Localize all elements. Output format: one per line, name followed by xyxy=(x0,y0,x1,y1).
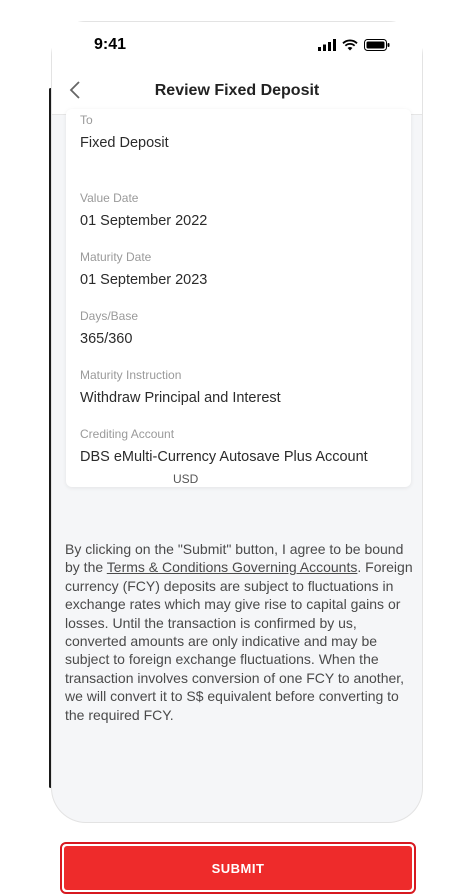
terms-disclaimer xyxy=(65,540,415,724)
days-base-value: 365/360 xyxy=(80,331,133,347)
scroll-content[interactable] xyxy=(52,113,422,876)
status-bar xyxy=(52,22,422,68)
crediting-account-currency: USD xyxy=(173,472,199,486)
nav-bar xyxy=(52,68,422,115)
maturity-date-value: 01 September 2023 xyxy=(80,272,208,288)
to-value: Fixed Deposit xyxy=(80,135,169,151)
disclaimer-text-end: . Foreign currency (FCY) deposits are subject to fluctuations in exchange rates which may give rise to capital gains or losses. Until the transaction is confirmed by us, converted amounts are only indicative and may be subject to foreign exchange fluctuations. When the transaction involves conversion of one FCY to another, we will convert it to S$ equivalent before converting to the required FCY. xyxy=(65,559,413,723)
phone-screen xyxy=(52,22,422,876)
to-field xyxy=(80,113,169,152)
page-title: Review Fixed Deposit xyxy=(154,82,320,99)
status-time: 9:41 xyxy=(94,36,127,53)
value-date-field xyxy=(80,191,207,230)
value-date-value: 01 September 2022 xyxy=(80,213,208,229)
signal-icon xyxy=(318,39,336,51)
maturity-date-field xyxy=(80,250,207,289)
wifi-icon xyxy=(342,39,358,51)
submit-button[interactable]: SUBMIT xyxy=(64,846,412,890)
crediting-account-value: DBS eMulti-Currency Autosave Plus Account xyxy=(80,449,368,465)
submit-button-frame xyxy=(60,842,416,894)
crediting-account-field xyxy=(80,427,368,486)
status-icons xyxy=(318,39,390,51)
days-base-label: Days/Base xyxy=(80,309,139,323)
value-date-label: Value Date xyxy=(80,191,139,205)
terms-link[interactable]: Terms & Conditions Governing Accounts xyxy=(106,559,358,576)
disclaimer-text-start: By clicking on the "Submit" button, I agree to be bound by the xyxy=(65,541,404,576)
maturity-date-label: Maturity Date xyxy=(80,250,152,264)
to-label: To xyxy=(80,113,93,127)
days-base-field xyxy=(80,309,138,348)
maturity-instruction-value: Withdraw Principal and Interest xyxy=(80,390,281,406)
crediting-account-label: Crediting Account xyxy=(80,427,175,441)
maturity-instruction-field xyxy=(80,368,281,407)
maturity-instruction-label: Maturity Instruction xyxy=(80,368,182,382)
battery-icon xyxy=(364,39,390,51)
details-card xyxy=(66,109,411,487)
